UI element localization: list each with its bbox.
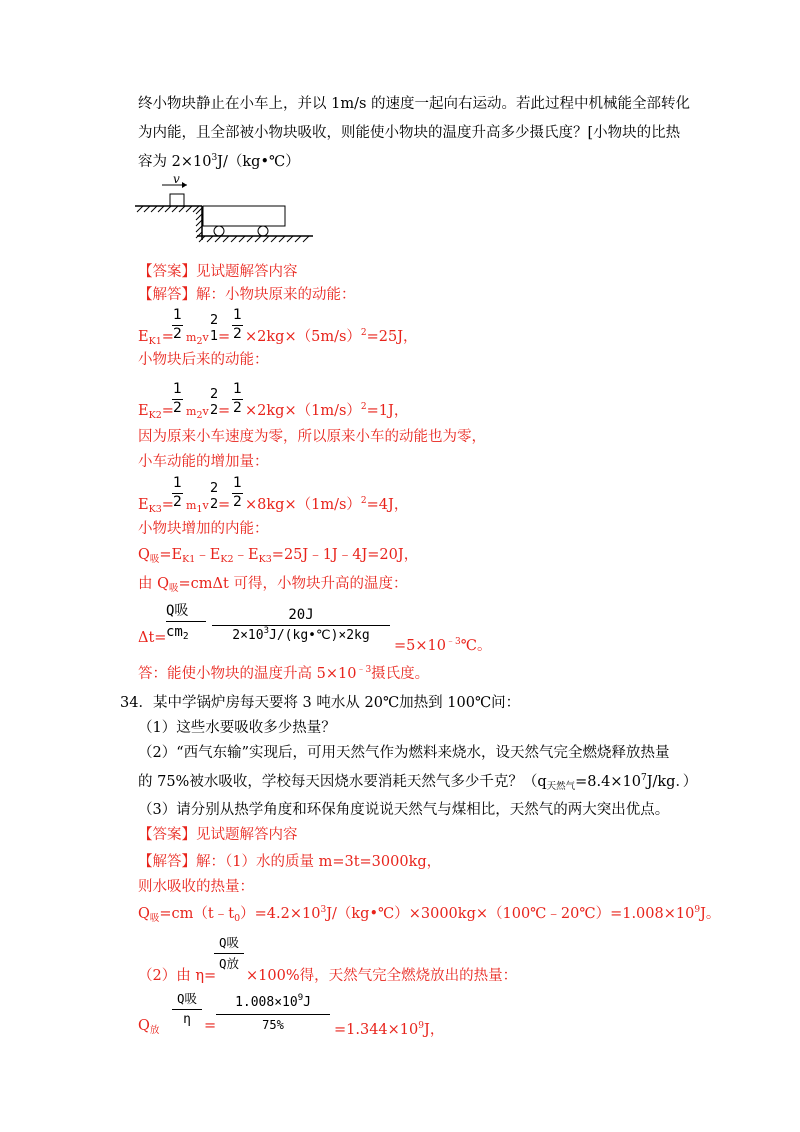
q34-part-2-line-1: （2）“西气东输”实现后，可用天然气作为燃料来烧水，设天然气完全燃烧释放热量 [138,745,670,761]
intro-line-1: 终小物块静止在小车上，并以 1m/s 的速度一起向右运动。若此过程中机械能全部转化 [138,96,691,112]
after-label: 小物块后来的动能： [138,352,269,368]
q34-part-1: （1）这些水要吸收多少热量？ [138,720,336,736]
q-absorbed-calc: $Q_吸=cm(t﹣t_0)=4.2\times 10^3J/(kg•℃)\times 3000kg\times(100℃﹣20℃)=1.008\times 10^9J$。 [138,905,721,924]
q34-title: 34．某中学锅炉房每天要将 3 吨水从 20℃加热到 100℃问： [120,695,521,711]
q-absorbed-line: $Q_吸=E_{K1}﹣E_{K2}﹣E_{K3}=25J﹣1J﹣4J=20J$， [138,547,419,565]
cart-figure [135,172,335,252]
q33-answer: 【答案】见试题解答内容 [138,264,298,280]
cart-increase-label: 小车动能的增加量： [138,454,269,470]
intro-line-3: 容为 $2\times 10^3J/(kg•℃)$ [138,153,300,170]
q34-answer: 【答案】见试题解答内容 [138,827,298,843]
intro-line-2: 为内能，且全部被小物块吸收，则能使小物块的温度升高多少摄氏度？[小物块的比热 [138,125,681,141]
q34-part-2-line-2: 的 75%被水吸收，学校每天因烧水要消耗天然气多少千克？（$q_{天然气}=8.4\times 10^7J/kg$．） [138,773,698,792]
cart-zero-text: 因为原来小车速度为零，所以原来小车的动能也为零， [138,429,486,445]
absorbed-heat-label: 则水吸收的热量： [138,879,254,895]
q34-analysis: 【解答】解：（1）水的质量 m=3t=3000kg， [138,854,442,870]
q33-final-answer: 答：能使小物块的温度升高 $5\times 10^{﹣3}$摄氏度。 [138,665,430,682]
internal-label: 小物块增加的内能： [138,521,269,537]
from-formula-line: 由 $Q_吸=cm\Delta t$ 可得，小物块升高的温度： [138,576,408,594]
velocity-label: v [173,172,180,186]
q33-analysis: 【解答】解：小物块原来的动能： [138,287,356,303]
q34-part-3: （3）请分别从热学角度和环保角度说说天然气与煤相比，天然气的两大突出优点。 [138,802,670,818]
